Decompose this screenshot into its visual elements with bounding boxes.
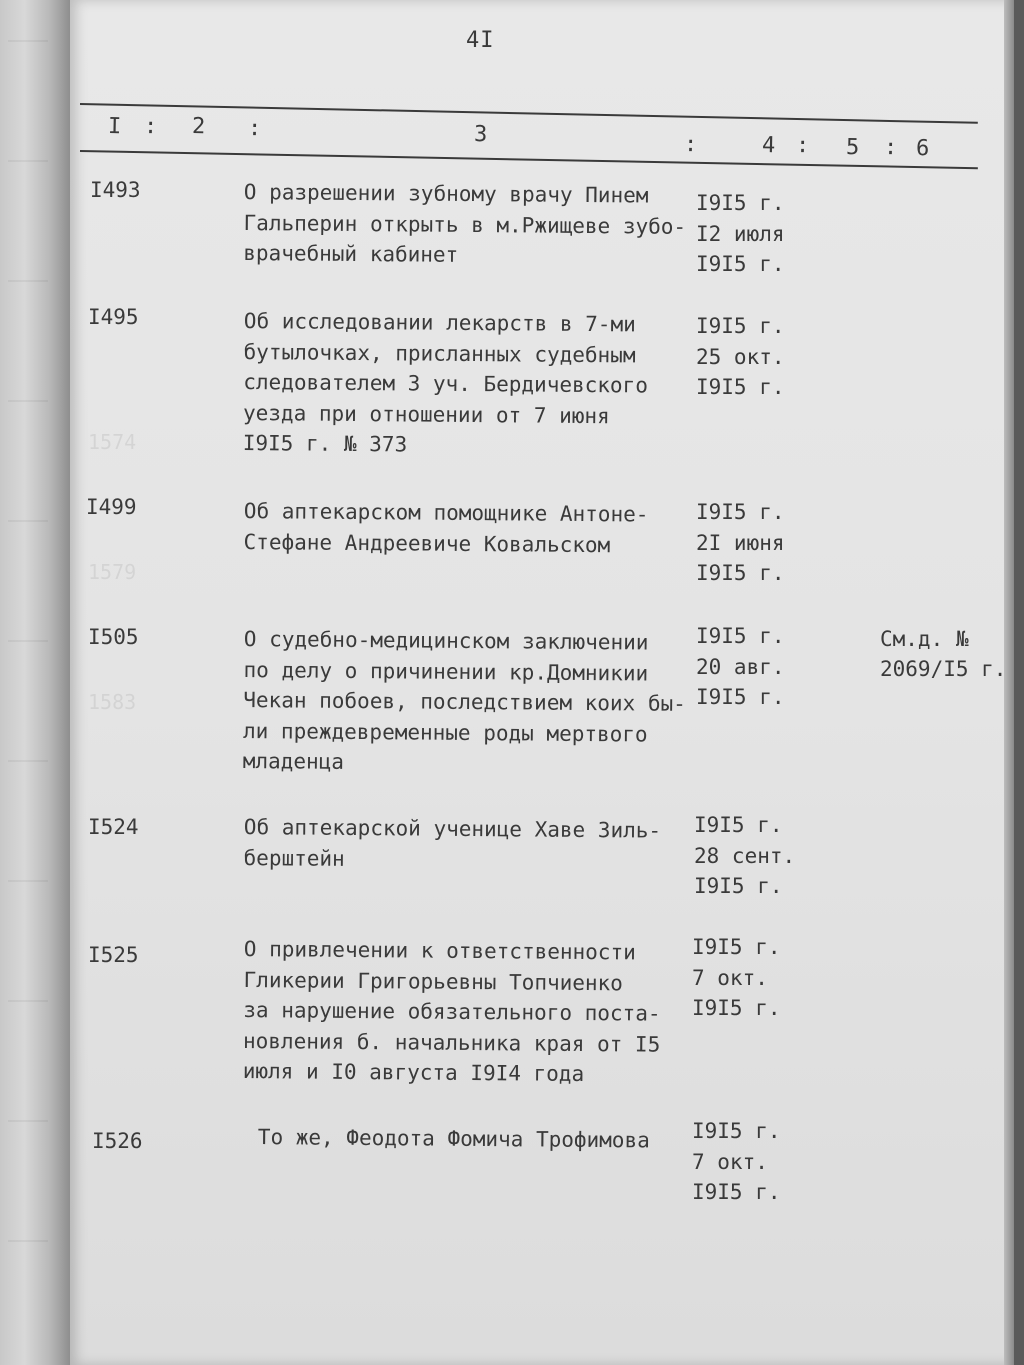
case-number: I526 <box>92 1129 143 1153</box>
column-header-5: 5 <box>845 135 860 161</box>
column-header-4: 4 <box>761 133 776 159</box>
case-number: I505 <box>88 625 139 649</box>
case-description: О привлечении к ответственности Гликерии Григорьевны Топчиенко за нарушение обязательного поста- новления б. начальника края от I5 июля и I0 августа I9I4 года <box>242 936 661 1086</box>
case-number: I493 <box>90 178 141 202</box>
bleed-through-text: 1574 <box>88 430 137 454</box>
case-number: I499 <box>86 495 137 519</box>
case-note: См.д. № 2069/I5 г. <box>880 627 1007 681</box>
case-date: I9I5 г. 7 окт. I9I5 г. <box>692 1119 781 1204</box>
column-separator: : <box>795 133 810 159</box>
column-header-6: 6 <box>915 136 930 162</box>
case-description: То же, Феодота Фомича Трофимова <box>257 1124 650 1153</box>
column-separator: : <box>143 114 158 140</box>
case-date: I9I5 г. 20 авг. I9I5 г. <box>696 624 785 709</box>
case-date: I9I5 г. 28 сент. I9I5 г. <box>694 813 796 898</box>
column-header-3: 3 <box>473 122 488 148</box>
case-number: I495 <box>88 305 139 329</box>
bleed-through-text: 1579 <box>88 560 137 584</box>
case-date: I9I5 г. 25 окт. I9I5 г. <box>696 314 785 399</box>
column-separator: : <box>683 132 698 158</box>
case-description: О разрешении зубному врачу Пинем Гальперин открыть в м.Ржищеве зубо- врачебный кабинет <box>243 179 687 267</box>
case-date: I9I5 г. I2 июля I9I5 г. <box>696 191 785 276</box>
binding-edge <box>0 0 70 1365</box>
case-description: Об аптекарском помощнике Антоне- Стефане Андреевиче Ковальском <box>243 498 649 557</box>
column-separator: : <box>247 116 262 142</box>
case-description: Об исследовании лекарств в 7-ми бутылочках, присланных судебным следователем 3 уч. Бердичевского уезда при отношении от 7 июня I9I5 г. № 373 <box>242 308 649 457</box>
column-header-2: 2 <box>191 114 206 140</box>
bleed-through-text: 1583 <box>88 690 137 714</box>
case-number: I524 <box>88 815 139 839</box>
case-number: I525 <box>88 943 139 967</box>
case-date: I9I5 г. 7 окт. I9I5 г. <box>692 935 781 1020</box>
column-separator: : <box>883 135 898 161</box>
page-number: 4I <box>466 28 495 53</box>
column-header-1: I <box>107 114 122 140</box>
case-date: I9I5 г. 2I июня I9I5 г. <box>696 500 785 585</box>
case-description: О судебно-медицинском заключении по делу о причинении кр.Домникии Чекан побоев, последствием коих бы- ли преждевременные роды мертвого младенца <box>242 626 686 774</box>
case-description: Об аптекарской ученице Хаве Зиль- берштейн <box>243 814 662 871</box>
